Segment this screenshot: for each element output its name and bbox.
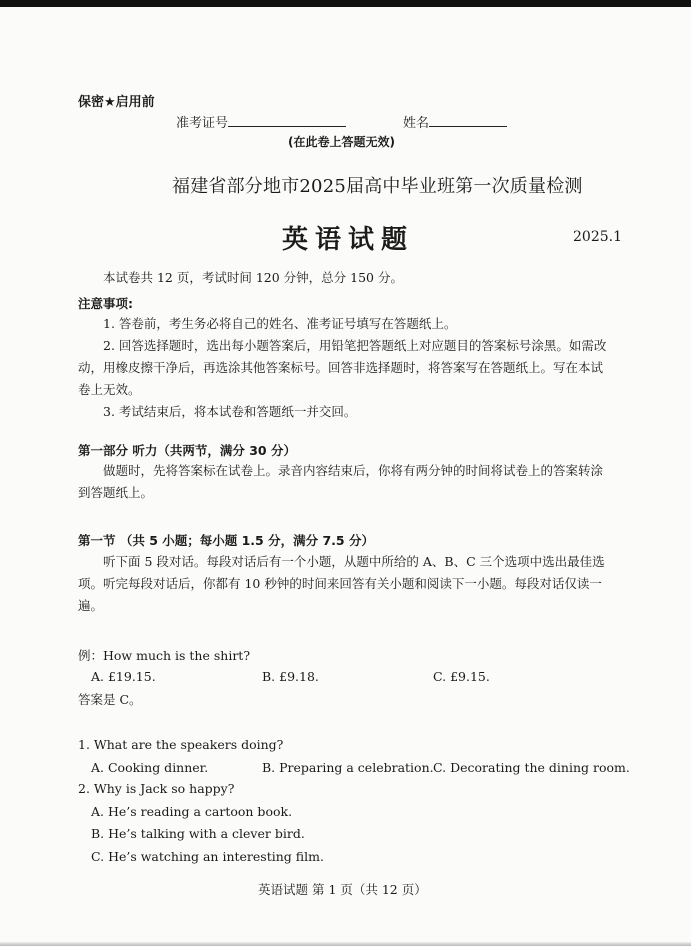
section1-instruction: 听下面 5 段对话。每段对话后有一个小题，从题中所给的 A、B、C 三个选项中选出最佳选项。听完每段对话后，你都有 10 秒钟的时间来回答有关小题和阅读下一小题。每段对话仅读一遍。 — [78, 554, 605, 613]
note-item: 2. 回答选择题时，选出每小题答案后，用铅笔把答题纸上对应题目的答案标号涂黑。如需改动，用橡皮擦干净后，再选涂其他答案标号。回答非选择题时，将答案写在答题纸上。写在本试卷上无效。 — [78, 338, 607, 397]
name-field — [403, 112, 507, 131]
intro-text: 本试卷共 12 页，考试时间 120 分钟，总分 150 分。 — [103, 270, 403, 285]
notes-heading: 注意事项: — [78, 296, 133, 311]
name-label: 姓名 — [403, 116, 430, 131]
invalid-note: (在此卷上答题无效) — [288, 135, 395, 149]
candidate-id-line — [228, 115, 346, 127]
q2-option-c: C. He’s watching an interesting film. — [91, 849, 324, 864]
section1-heading: 第一节 （共 5 小题；每小题 1.5 分，满分 7.5 分） — [78, 533, 374, 548]
subject-title: 英语试题 — [282, 225, 415, 255]
example-question: 例：How much is the shirt? — [78, 648, 251, 663]
part1-heading: 第一部分 听力（共两节，满分 30 分） — [78, 443, 296, 458]
notes-list — [78, 313, 614, 423]
scan-edge-bottom — [0, 942, 691, 946]
q2-option-a: A. He’s reading a cartoon book. — [91, 804, 293, 819]
example-option-c: C. £9.15. — [433, 669, 490, 684]
exam-date: 2025.1 — [573, 229, 622, 245]
secret-mark: 保密★启用前 — [78, 95, 155, 110]
example-answer: 答案是 C。 — [78, 692, 142, 707]
page-footer: 英语试题 第 1 页（共 12 页） — [258, 882, 427, 897]
question-1: 1. What are the speakers doing? — [78, 737, 284, 752]
question-2: 2. Why is Jack so happy? — [78, 781, 235, 796]
candidate-id-field — [176, 112, 346, 131]
note-item: 3. 考试结束后，将本试卷和答题纸一并交回。 — [103, 404, 357, 419]
example-option-a: A. £19.15. — [91, 669, 156, 684]
part1-instruction: 做题时，先将答案标在试卷上。录音内容结束后，你将有两分钟的时间将试卷上的答案转涂到答题纸上。 — [78, 463, 604, 500]
q1-option-a: A. Cooking dinner. — [91, 760, 209, 775]
name-line — [429, 115, 507, 127]
exam-title: 福建省部分地市2025届高中毕业班第一次质量检测 — [172, 176, 583, 197]
example-option-b: B. £9.18. — [262, 669, 319, 684]
note-item: 1. 答卷前，考生务必将自己的姓名、准考证号填写在答题纸上。 — [103, 316, 457, 331]
q1-option-b: B. Preparing a celebration. — [262, 760, 434, 775]
q2-option-b: B. He’s talking with a clever bird. — [91, 826, 305, 841]
candidate-id-label: 准考证号 — [176, 116, 229, 131]
q1-option-c: C. Decorating the dining room. — [433, 760, 630, 775]
